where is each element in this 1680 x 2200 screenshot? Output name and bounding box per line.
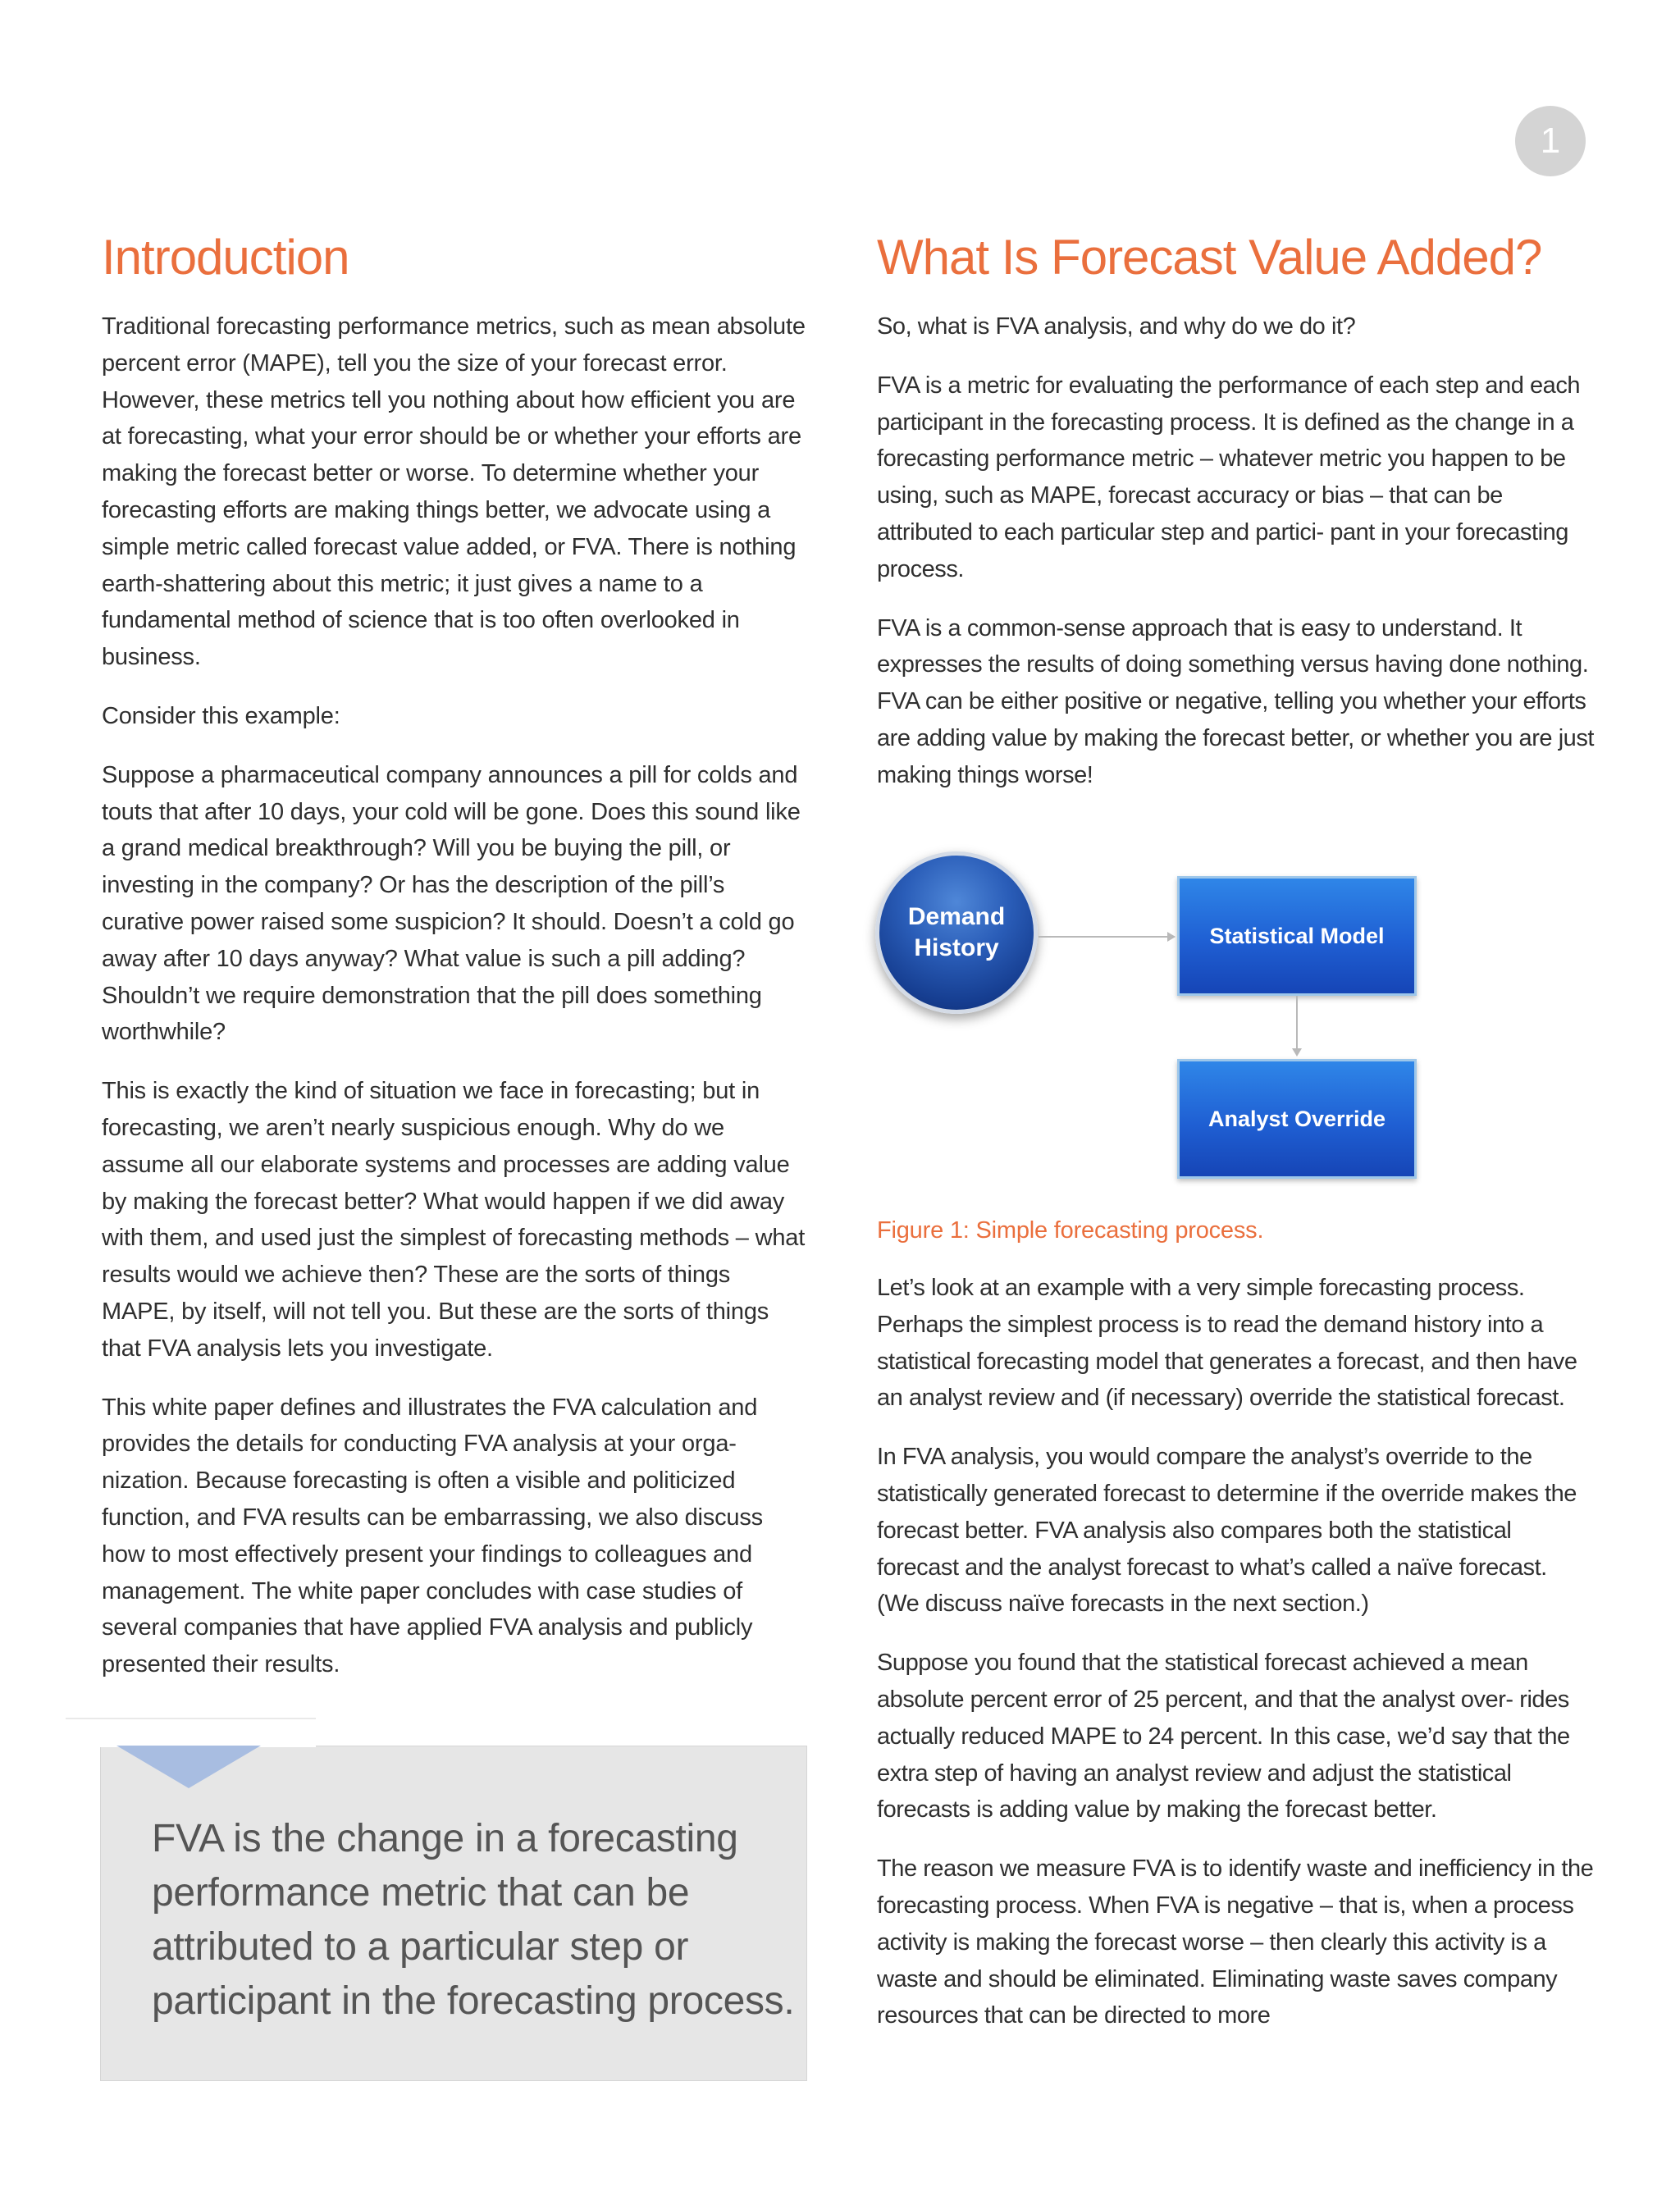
intro-paragraph: Traditional forecasting performance metrics, such as mean absolute percent error (MAPE), tell you the size of your forecast error. However, these metrics tell you nothing about how efficient you are at forecasting, what your error should be or whether your efforts are making the forecast better or worse. To determine whether your forecasting efforts are making things better, we advocate using a simple metric called forecast value added, or FVA. There is nothing earth-shattering about this metric; it just gives a name to a fundamental method of science that is too often overlooked in business.: [102, 313, 806, 671]
page-number: 1: [1515, 106, 1586, 176]
introduction-heading: Introduction: [102, 230, 349, 285]
fva-paragraph: FVA is a common-sense approach that is easy to understand. It expresses the results of doing something versus having done nothing. FVA can be either positive or negative, telling you whether your efforts are adding value by making the forecast better, or whether you are just making things worse!: [877, 614, 1595, 788]
pull-quote-tab-line: [66, 1718, 316, 1719]
fva-paragraph: FVA is a metric for evaluating the performance of each step and each participant in the forecasting process. It is defined as the change in a forecasting performance metric – whatever metric you happen to be using, such as MAPE, forecast accuracy or bias – that can be attributed to each particular step and partici- pant in your forecasting process.: [877, 372, 1581, 582]
forecasting-process-diagram: [874, 851, 1440, 1196]
intro-paragraph: Consider this example:: [102, 702, 340, 729]
introduction-body: [102, 308, 807, 1705]
intro-paragraph: Suppose a pharmaceutical company announces a pill for colds and touts that after 10 days, your cold will be gone. Does this sound like a grand medical breakthrough? Will you be buying the pill, or investing in the company? Or has the description of the pill’s curative power raised some suspicion? It should. Doesn’t a cold go away after 10 days anyway? What value is such a pill adding? Shouldn’t we require demonstration that the pill does something worthwhile?: [102, 761, 801, 1046]
pull-quote-box: [100, 1746, 807, 2081]
arrow-connector: [1039, 936, 1172, 938]
intro-paragraph: This white paper defines and illustrates the FVA calculation and provides the details for conducting FVA analysis at your orga- nization. Because forecasting is often a visible and politicized function, and FVA results can be embarrassing, we also discuss how to most effectively present your findings to colleagues and management. The white paper concludes with case studies of several companies that have applied FVA analysis and publicly presented their results.: [102, 1394, 763, 1678]
arrow-connector: [1296, 996, 1298, 1052]
statistical-model-label: Statistical Model: [1209, 924, 1385, 948]
fva-paragraph: In FVA analysis, you would compare the analyst’s override to the statistically generated forecast to determine if the override makes the forecast better. FVA analysis also compares both the statistical forecast and the analyst forecast to what’s called a naïve forecast. (We discuss naïve forecasts in the next section.): [877, 1444, 1577, 1618]
demand-history-label: Demand History: [907, 903, 1006, 961]
fva-body-lower: [877, 1270, 1595, 2056]
analyst-override-label: Analyst Override: [1208, 1107, 1386, 1131]
fva-body: [877, 308, 1595, 816]
demand-history-node: [875, 851, 1038, 1014]
fva-heading: What Is Forecast Value Added?: [877, 230, 1542, 285]
statistical-model-node: [1177, 876, 1417, 996]
pull-quote-text: FVA is the change in a forecasting performance metric that can be attributed to a particular step or participant in the forecasting process.: [152, 1817, 795, 2023]
fva-paragraph: So, what is FVA analysis, and why do we do it?: [877, 313, 1356, 340]
arrow-right-icon: [1167, 932, 1176, 942]
intro-paragraph: This is exactly the kind of situation we face in forecasting; but in forecasting, we aren’t nearly suspicious enough. Why do we assume all our elaborate systems and processes are adding value by making the forecast better? What would happen if we did away with them, and used just the simplest of forecasting methods – what results would we achieve then? These are the sorts of things MAPE, by itself, will not tell you. But these are the sorts of things that FVA analysis lets you investigate.: [102, 1078, 806, 1362]
fva-paragraph: Suppose you found that the statistical forecast achieved a mean absolute percent error of 25 percent, and that the analyst over- rides actually reduced MAPE to 24 percent. In this case, we’d say that the extra step of having an analyst review and adjust the statistical forecasts is adding value by making the forecast better.: [877, 1650, 1570, 1823]
analyst-override-node: [1177, 1059, 1417, 1179]
arrow-down-icon: [1292, 1048, 1302, 1057]
chevron-down-icon: [116, 1746, 261, 1788]
figure-caption: Figure 1: Simple forecasting process.: [877, 1217, 1264, 1244]
pull-quote-tab: [66, 1718, 316, 1747]
fva-paragraph: The reason we measure FVA is to identify waste and inefficiency in the forecasting process. When FVA is negative – that is, when a process activity is making the forecast worse – then clearly this activity is a waste and should be eliminated. Eliminating waste saves company resources that can be directed to more: [877, 1855, 1594, 2029]
fva-paragraph: Let’s look at an example with a very simple forecasting process. Perhaps the simplest process is to read the demand history into a statistical forecasting model that generates a forecast, and then have an analyst review and (if necessary) override the statistical forecast.: [877, 1275, 1577, 1412]
